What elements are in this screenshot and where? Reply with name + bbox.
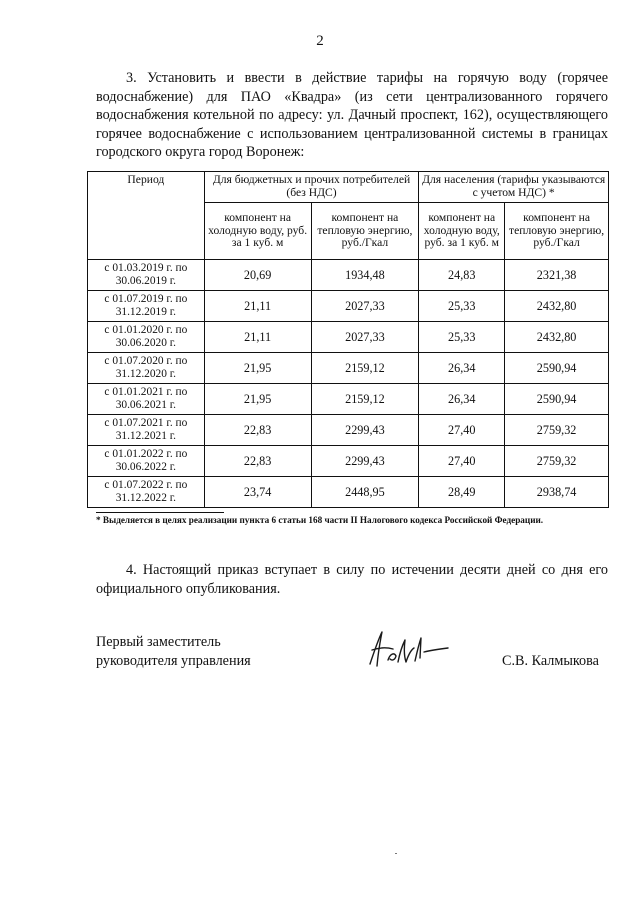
cold-population-cell: 27,40 — [419, 446, 505, 477]
heat-budget-cell: 1934,48 — [311, 260, 419, 291]
header-heat-budget: компонент на тепловую энергию, руб./Гкал — [311, 203, 419, 260]
signer-name: С.В. Калмыкова — [502, 653, 599, 669]
clause-3-text: 3. Установить и ввести в действие тарифы на горячую воду (горячее водоснабжение) для ПАО «Квадра» (из сети централизованного горячего водоснабжения котельной по адресу: ул. Дачный проспект, 162), осуществляющего горячее водоснабжение с использованием централизованной системы в границах городского округа город Воронеж: — [96, 70, 608, 161]
cold-population-cell: 25,33 — [419, 291, 505, 322]
cold-budget-cell: 22,83 — [204, 415, 311, 446]
table-header-row — [88, 172, 609, 203]
heat-budget-cell: 2159,12 — [311, 353, 419, 384]
header-cold-population: компонент на холодную воду, руб. за 1 куб. м — [419, 203, 505, 260]
table-row — [88, 384, 609, 415]
heat-population-cell: 2759,32 — [505, 446, 609, 477]
heat-budget-cell: 2448,95 — [311, 477, 419, 508]
cold-population-cell: 26,34 — [419, 353, 505, 384]
heat-budget-cell: 2027,33 — [311, 291, 419, 322]
heat-population-cell: 2432,80 — [505, 291, 609, 322]
clause-4-text: 4. Настоящий приказ вступает в силу по истечении десяти дней со дня его официального опубликования. — [96, 562, 608, 597]
cold-budget-cell: 20,69 — [204, 260, 311, 291]
heat-budget-cell: 2027,33 — [311, 322, 419, 353]
header-heat-population: компонент на тепловую энергию, руб./Гкал — [505, 203, 609, 260]
signer-title — [96, 633, 251, 670]
heat-population-cell: 2590,94 — [505, 353, 609, 384]
header-cold-budget: компонент на холодную воду, руб. за 1 куб. м — [204, 203, 311, 260]
table-row — [88, 477, 609, 508]
period-cell: с 01.01.2020 г. по 30.06.2020 г. — [88, 322, 205, 353]
cold-budget-cell: 21,95 — [204, 353, 311, 384]
table-row — [88, 291, 609, 322]
heat-population-cell: 2321,38 — [505, 260, 609, 291]
cold-budget-cell: 21,95 — [204, 384, 311, 415]
heat-budget-cell: 2159,12 — [311, 384, 419, 415]
clause-3-paragraph — [96, 69, 608, 162]
cold-population-cell: 26,34 — [419, 384, 505, 415]
footnote-divider — [96, 512, 224, 513]
period-cell: с 01.01.2022 г. по 30.06.2022 г. — [88, 446, 205, 477]
cold-population-cell: 27,40 — [419, 415, 505, 446]
signature-stroke — [370, 632, 448, 666]
heat-population-cell: 2432,80 — [505, 322, 609, 353]
period-cell: с 01.07.2019 г. по 31.12.2019 г. — [88, 291, 205, 322]
heat-population-cell: 2590,94 — [505, 384, 609, 415]
scan-speck — [395, 853, 397, 854]
signer-title-line-1: Первый заместитель — [96, 634, 221, 650]
footnote: * Выделяется в целях реализации пункта 6 статьи 168 части II Налогового кодекса Российской Федерации. — [96, 515, 544, 525]
period-cell: с 01.07.2022 г. по 31.12.2022 г. — [88, 477, 205, 508]
handwritten-signature — [360, 628, 450, 670]
header-period: Период — [88, 172, 205, 260]
heat-population-cell: 2938,74 — [505, 477, 609, 508]
tariff-table — [87, 171, 609, 508]
cold-population-cell: 28,49 — [419, 477, 505, 508]
period-cell: с 01.01.2021 г. по 30.06.2021 г. — [88, 384, 205, 415]
table-row — [88, 446, 609, 477]
cold-population-cell: 24,83 — [419, 260, 505, 291]
signer-title-line-2: руководителя управления — [96, 652, 251, 669]
heat-population-cell: 2759,32 — [505, 415, 609, 446]
page-number: 2 — [316, 33, 324, 49]
heat-budget-cell: 2299,43 — [311, 446, 419, 477]
clause-4-paragraph — [96, 561, 608, 598]
table-row — [88, 415, 609, 446]
period-cell: с 01.07.2020 г. по 31.12.2020 г. — [88, 353, 205, 384]
table-row — [88, 322, 609, 353]
table-row — [88, 260, 609, 291]
period-cell: с 01.03.2019 г. по 30.06.2019 г. — [88, 260, 205, 291]
cold-budget-cell: 21,11 — [204, 291, 311, 322]
header-group-budget: Для бюджетных и прочих потребителей (без НДС) — [204, 172, 419, 203]
cold-budget-cell: 23,74 — [204, 477, 311, 508]
heat-budget-cell: 2299,43 — [311, 415, 419, 446]
period-cell: с 01.07.2021 г. по 31.12.2021 г. — [88, 415, 205, 446]
cold-budget-cell: 21,11 — [204, 322, 311, 353]
cold-budget-cell: 22,83 — [204, 446, 311, 477]
header-group-population: Для населения (тарифы указываются с учетом НДС) * — [419, 172, 609, 203]
table-row — [88, 353, 609, 384]
cold-population-cell: 25,33 — [419, 322, 505, 353]
